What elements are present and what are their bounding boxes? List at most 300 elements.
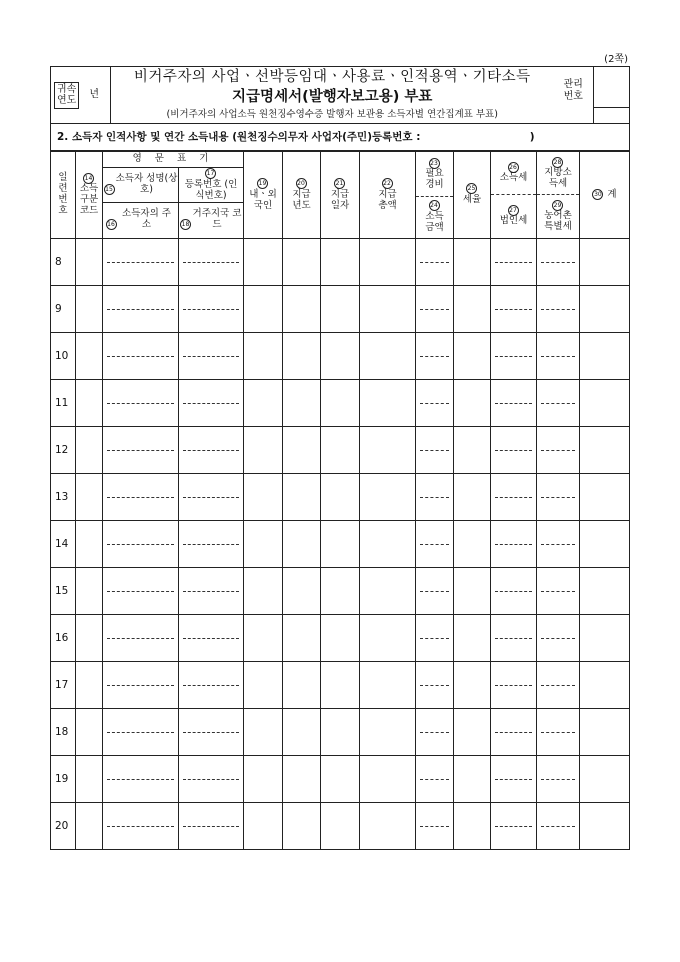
row-cell[interactable]	[76, 708, 103, 755]
row-cell[interactable]	[244, 426, 283, 473]
table-row	[51, 520, 630, 567]
circled-number-icon: 24	[430, 202, 438, 210]
mgmt-number-input[interactable]	[594, 67, 630, 124]
cell-divider	[491, 615, 536, 661]
col-18-header	[179, 202, 244, 238]
row-cell[interactable]	[321, 708, 360, 755]
row-cell[interactable]	[321, 238, 360, 285]
col-19-label: 내ㆍ외국인	[249, 188, 277, 211]
year-cell[interactable]	[51, 67, 111, 124]
form-title-line2: 지급명세서(발행자보고용) 부표	[232, 89, 433, 106]
circled-number-icon: 28	[553, 158, 562, 166]
row-cell[interactable]	[103, 426, 179, 473]
cell-divider	[103, 239, 178, 285]
col-26-label: 소득세	[499, 172, 528, 184]
form-subtitle: (비거주자의 사업소득 원천징수영수증 발행자 보관용 소득자별 연간집계표 부표)	[166, 108, 498, 120]
cell-divider	[416, 239, 453, 285]
row-cell[interactable]	[537, 473, 580, 520]
row-cell[interactable]	[491, 285, 537, 332]
table-row	[51, 614, 630, 661]
row-cell[interactable]	[321, 567, 360, 614]
cell-divider	[537, 521, 579, 567]
row-cell[interactable]	[580, 661, 630, 708]
cell-divider	[103, 427, 178, 473]
cell-divider	[103, 803, 178, 849]
row-cell[interactable]	[179, 614, 244, 661]
section-title-close: )	[529, 130, 535, 143]
row-cell[interactable]	[179, 567, 244, 614]
row-cell[interactable]	[321, 520, 360, 567]
row-cell[interactable]	[283, 567, 321, 614]
row-cell[interactable]	[537, 285, 580, 332]
row-cell[interactable]	[537, 755, 580, 802]
cell-divider	[537, 615, 579, 661]
cell-divider	[537, 662, 579, 708]
cell-divider	[416, 803, 453, 849]
circled-number-icon: 18	[181, 221, 190, 229]
cell-divider	[416, 427, 453, 473]
row-cell[interactable]	[537, 661, 580, 708]
col-serial-label: 일련번호	[58, 172, 68, 216]
row-cell[interactable]	[491, 332, 537, 379]
row-cell[interactable]	[580, 473, 630, 520]
row-cell[interactable]	[580, 567, 630, 614]
row-cell[interactable]	[76, 426, 103, 473]
cell-divider	[179, 662, 243, 708]
circled-number-icon: 26	[509, 164, 517, 172]
row-number: 18	[51, 708, 76, 755]
row-cell[interactable]	[283, 426, 321, 473]
row-cell[interactable]	[321, 473, 360, 520]
row-cell[interactable]	[360, 567, 416, 614]
cell-divider	[103, 380, 178, 426]
row-cell[interactable]	[360, 332, 416, 379]
row-cell[interactable]	[580, 379, 630, 426]
income-table	[50, 151, 630, 850]
row-cell[interactable]	[360, 285, 416, 332]
table-row	[51, 708, 630, 755]
circled-number-icon: 29	[553, 201, 562, 209]
row-cell[interactable]	[321, 755, 360, 802]
row-number: 10	[51, 332, 76, 379]
row-cell[interactable]	[580, 332, 630, 379]
cell-divider	[103, 662, 178, 708]
circled-number-icon: 17	[206, 170, 215, 177]
col-22-label: 지급총액	[378, 188, 397, 211]
row-cell[interactable]	[416, 755, 454, 802]
row-number: 8	[51, 238, 76, 285]
cell-divider	[179, 756, 243, 802]
row-cell[interactable]	[580, 285, 630, 332]
col-30-header	[580, 152, 630, 239]
col-14-header	[76, 152, 103, 239]
row-cell[interactable]	[283, 473, 321, 520]
table-row	[51, 661, 630, 708]
cell-divider	[179, 709, 243, 755]
row-cell[interactable]	[103, 567, 179, 614]
row-cell[interactable]	[244, 520, 283, 567]
col-28-label: 지방소득세	[544, 166, 572, 189]
row-cell[interactable]	[103, 755, 179, 802]
row-number: 12	[51, 426, 76, 473]
row-cell[interactable]	[416, 238, 454, 285]
col-24-label: 소득금액	[425, 211, 444, 234]
row-cell[interactable]	[360, 473, 416, 520]
year-suffix: 년	[89, 89, 99, 101]
cell-divider	[416, 662, 453, 708]
cell-divider	[537, 333, 579, 379]
row-cell[interactable]	[360, 661, 416, 708]
row-cell[interactable]	[580, 708, 630, 755]
cell-divider	[103, 568, 178, 614]
row-cell[interactable]	[244, 473, 283, 520]
cell-divider	[491, 756, 536, 802]
cell-divider	[103, 286, 178, 332]
cell-divider	[103, 615, 178, 661]
table-row	[51, 473, 630, 520]
cell-divider	[537, 239, 579, 285]
row-cell[interactable]	[537, 614, 580, 661]
row-cell[interactable]	[580, 426, 630, 473]
col-17-label: 등록번호 (인식번호)	[184, 178, 238, 201]
table-body	[51, 238, 630, 849]
col-27-label: 법인세	[499, 215, 528, 227]
row-cell[interactable]	[416, 567, 454, 614]
cell-divider	[179, 568, 243, 614]
cell-divider	[179, 380, 243, 426]
table-row	[51, 332, 630, 379]
cell-divider	[416, 380, 453, 426]
row-cell[interactable]	[283, 708, 321, 755]
row-cell[interactable]	[179, 755, 244, 802]
row-cell[interactable]	[283, 661, 321, 708]
row-cell[interactable]	[416, 473, 454, 520]
page-number: (2쪽)	[604, 54, 628, 65]
cell-divider	[491, 568, 536, 614]
cell-divider	[416, 474, 453, 520]
row-cell[interactable]	[244, 755, 283, 802]
cell-divider	[103, 333, 178, 379]
eng-group-header: 영 문 표 기	[103, 152, 244, 168]
row-cell[interactable]	[537, 379, 580, 426]
col-21-header	[321, 152, 360, 239]
table-row	[51, 379, 630, 426]
circled-number-icon: 25	[467, 185, 476, 193]
row-cell[interactable]	[537, 708, 580, 755]
cell-divider	[491, 709, 536, 755]
row-cell[interactable]	[179, 285, 244, 332]
row-cell[interactable]	[416, 802, 454, 849]
row-cell[interactable]	[244, 379, 283, 426]
row-cell[interactable]	[76, 755, 103, 802]
col-30-label: 계	[607, 188, 617, 200]
row-cell[interactable]	[580, 238, 630, 285]
cell-divider	[537, 803, 579, 849]
row-cell[interactable]	[537, 332, 580, 379]
row-cell[interactable]	[283, 802, 321, 849]
cell-divider	[537, 427, 579, 473]
circled-number-icon: 19	[258, 180, 267, 187]
row-cell[interactable]	[76, 614, 103, 661]
circled-number-icon: 16	[107, 221, 115, 229]
cell-divider	[103, 756, 178, 802]
row-cell[interactable]	[321, 379, 360, 426]
row-cell[interactable]	[491, 802, 537, 849]
row-cell[interactable]	[103, 379, 179, 426]
row-cell[interactable]	[103, 473, 179, 520]
cell-divider	[491, 662, 536, 708]
row-cell[interactable]	[537, 802, 580, 849]
row-cell[interactable]	[103, 520, 179, 567]
row-cell[interactable]	[416, 379, 454, 426]
row-number: 16	[51, 614, 76, 661]
row-cell[interactable]	[454, 332, 491, 379]
row-cell[interactable]	[283, 238, 321, 285]
col-16-label: 소득자의 주소	[122, 208, 171, 231]
row-cell[interactable]	[454, 379, 491, 426]
cell-divider	[491, 803, 536, 849]
row-cell[interactable]	[321, 285, 360, 332]
row-cell[interactable]	[321, 426, 360, 473]
cell-divider	[179, 521, 243, 567]
row-cell[interactable]	[76, 332, 103, 379]
year-label-2: 연도	[57, 95, 77, 106]
row-cell[interactable]	[103, 285, 179, 332]
row-cell[interactable]	[244, 614, 283, 661]
form-header	[50, 66, 630, 151]
cell-divider	[416, 568, 453, 614]
row-cell[interactable]	[491, 426, 537, 473]
row-cell[interactable]	[179, 473, 244, 520]
cell-divider	[416, 709, 453, 755]
mgmt-label-2: 번호	[563, 90, 583, 102]
row-number: 17	[51, 661, 76, 708]
row-cell[interactable]	[491, 473, 537, 520]
circled-number-icon: 23	[430, 159, 438, 167]
col-15-header	[103, 168, 179, 203]
row-cell[interactable]	[283, 755, 321, 802]
cell-divider	[491, 521, 536, 567]
row-cell[interactable]	[416, 661, 454, 708]
col-21-label: 지급일자	[330, 188, 350, 211]
row-cell[interactable]	[580, 755, 630, 802]
table-row	[51, 238, 630, 285]
col-19-header	[244, 152, 283, 239]
row-cell[interactable]	[537, 520, 580, 567]
row-cell[interactable]	[244, 332, 283, 379]
row-cell[interactable]	[179, 661, 244, 708]
row-cell[interactable]	[491, 567, 537, 614]
cell-divider	[179, 333, 243, 379]
row-cell[interactable]	[76, 238, 103, 285]
row-cell[interactable]	[360, 708, 416, 755]
row-cell[interactable]	[179, 520, 244, 567]
row-cell[interactable]	[360, 238, 416, 285]
cell-divider	[179, 427, 243, 473]
row-cell[interactable]	[283, 379, 321, 426]
cell-divider	[491, 286, 536, 332]
col-serial-header	[51, 152, 76, 239]
row-cell[interactable]	[454, 661, 491, 708]
row-cell[interactable]	[103, 614, 179, 661]
cell-divider	[537, 568, 579, 614]
row-cell[interactable]	[416, 708, 454, 755]
table-row	[51, 426, 630, 473]
cell-divider	[103, 709, 178, 755]
row-cell[interactable]	[283, 285, 321, 332]
row-cell[interactable]	[491, 661, 537, 708]
row-cell[interactable]	[580, 614, 630, 661]
row-cell[interactable]	[283, 520, 321, 567]
cell-divider	[491, 239, 536, 285]
col-18-label: 거주지국 코드	[192, 208, 242, 231]
cell-divider	[179, 803, 243, 849]
cell-divider	[491, 474, 536, 520]
row-cell[interactable]	[416, 426, 454, 473]
row-cell[interactable]	[103, 802, 179, 849]
row-cell[interactable]	[76, 520, 103, 567]
row-cell[interactable]	[416, 332, 454, 379]
row-cell[interactable]	[360, 379, 416, 426]
cell-divider	[491, 333, 536, 379]
cell-divider	[179, 239, 243, 285]
col-23-24-header	[416, 152, 454, 239]
row-cell[interactable]	[454, 426, 491, 473]
table-row	[51, 802, 630, 849]
col-22-header	[360, 152, 416, 239]
row-number: 11	[51, 379, 76, 426]
section-title-text: 2. 소득자 인적사항 및 연간 소득내용 (원천징수의무자 사업자(주민)등록번호 :	[57, 130, 421, 143]
col-16-header	[103, 202, 179, 238]
row-cell[interactable]	[416, 285, 454, 332]
row-cell[interactable]	[179, 426, 244, 473]
row-cell[interactable]	[416, 614, 454, 661]
row-cell[interactable]	[321, 661, 360, 708]
circled-number-icon: 30	[594, 190, 602, 198]
row-cell[interactable]	[244, 802, 283, 849]
circled-number-icon: 27	[509, 207, 517, 215]
cell-divider	[416, 286, 453, 332]
row-cell[interactable]	[244, 238, 283, 285]
row-cell[interactable]	[454, 614, 491, 661]
year-label-1: 귀속	[57, 83, 77, 95]
row-cell[interactable]	[454, 708, 491, 755]
cell-divider	[179, 286, 243, 332]
col-20-header	[283, 152, 321, 239]
row-cell[interactable]	[244, 285, 283, 332]
col-23-label: 필요경비	[425, 167, 444, 190]
row-number: 19	[51, 755, 76, 802]
row-cell[interactable]	[454, 520, 491, 567]
row-cell[interactable]	[454, 285, 491, 332]
table-row	[51, 755, 630, 802]
row-cell[interactable]	[321, 332, 360, 379]
row-cell[interactable]	[103, 661, 179, 708]
row-cell[interactable]	[103, 708, 179, 755]
row-cell[interactable]	[76, 285, 103, 332]
row-cell[interactable]	[179, 238, 244, 285]
row-cell[interactable]	[580, 520, 630, 567]
cell-divider	[491, 380, 536, 426]
row-cell[interactable]	[321, 802, 360, 849]
row-cell[interactable]	[244, 567, 283, 614]
row-cell[interactable]	[491, 238, 537, 285]
cell-divider	[179, 615, 243, 661]
col-25-header	[454, 152, 491, 239]
row-cell[interactable]	[360, 614, 416, 661]
row-cell[interactable]	[76, 661, 103, 708]
row-cell[interactable]	[76, 379, 103, 426]
row-cell[interactable]	[491, 755, 537, 802]
row-number: 9	[51, 285, 76, 332]
row-cell[interactable]	[491, 520, 537, 567]
row-cell[interactable]	[454, 238, 491, 285]
row-cell[interactable]	[360, 520, 416, 567]
row-cell[interactable]	[179, 332, 244, 379]
cell-divider	[537, 286, 579, 332]
col-28-29-header	[537, 152, 580, 239]
mgmt-label-1: 관리	[563, 79, 583, 90]
row-cell[interactable]	[360, 426, 416, 473]
row-cell[interactable]	[416, 520, 454, 567]
row-cell[interactable]	[103, 238, 179, 285]
row-cell[interactable]	[454, 473, 491, 520]
cell-divider	[416, 521, 453, 567]
row-cell[interactable]	[454, 802, 491, 849]
row-number: 13	[51, 473, 76, 520]
row-cell[interactable]	[454, 567, 491, 614]
col-14-label: 소득구분코드	[79, 183, 99, 217]
col-26-27-header	[491, 152, 537, 239]
row-cell[interactable]	[244, 661, 283, 708]
row-cell[interactable]	[244, 708, 283, 755]
row-cell[interactable]	[537, 426, 580, 473]
row-cell[interactable]	[537, 238, 580, 285]
tax-form	[50, 66, 629, 850]
table-row	[51, 285, 630, 332]
circled-number-icon: 21	[335, 180, 344, 187]
cell-divider	[537, 756, 579, 802]
circled-number-icon: 22	[383, 180, 391, 187]
row-cell[interactable]	[76, 567, 103, 614]
row-cell[interactable]	[76, 473, 103, 520]
title-cell	[111, 67, 554, 124]
row-cell[interactable]	[103, 332, 179, 379]
cell-divider	[537, 474, 579, 520]
row-cell[interactable]	[580, 802, 630, 849]
row-cell[interactable]	[491, 379, 537, 426]
row-cell[interactable]	[179, 379, 244, 426]
row-cell[interactable]	[283, 614, 321, 661]
row-cell[interactable]	[283, 332, 321, 379]
row-cell[interactable]	[179, 708, 244, 755]
row-cell[interactable]	[360, 802, 416, 849]
row-cell[interactable]	[491, 708, 537, 755]
circled-number-icon: 15	[105, 185, 113, 193]
row-number: 20	[51, 802, 76, 849]
row-cell[interactable]	[321, 614, 360, 661]
row-cell[interactable]	[360, 755, 416, 802]
cell-divider	[179, 474, 243, 520]
row-cell[interactable]	[537, 567, 580, 614]
table-row	[51, 567, 630, 614]
cell-divider	[537, 380, 579, 426]
row-cell[interactable]	[179, 802, 244, 849]
row-cell[interactable]	[76, 802, 103, 849]
row-cell[interactable]	[491, 614, 537, 661]
mgmt-label-cell	[554, 67, 594, 124]
row-cell[interactable]	[454, 755, 491, 802]
